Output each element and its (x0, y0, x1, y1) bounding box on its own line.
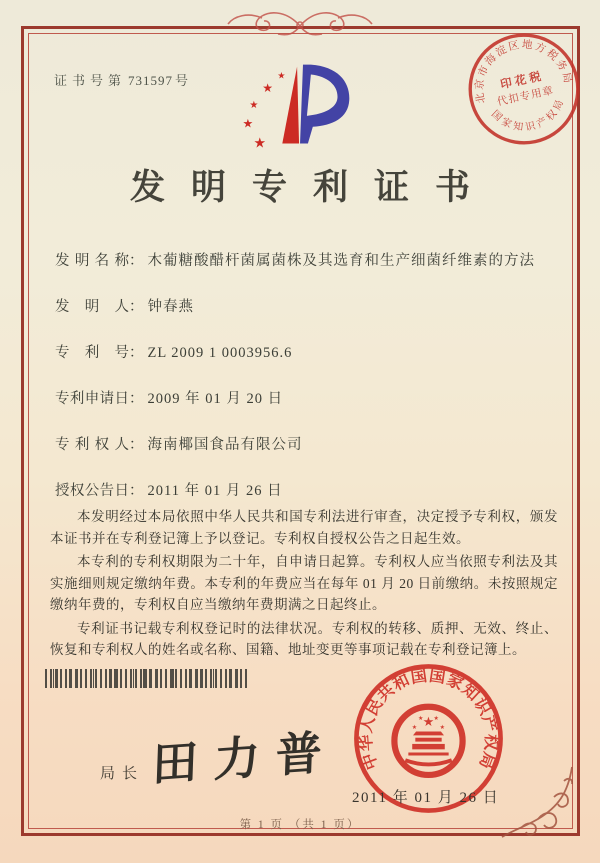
field-label: 专利权人 (55, 437, 129, 453)
star-icon: ★ (262, 81, 273, 96)
barcode (45, 669, 250, 688)
logo-blue-p (300, 65, 349, 144)
label-colon: ： (129, 437, 144, 453)
field-invention-name (55, 250, 560, 272)
certificate-number (54, 70, 193, 89)
emblem-star-icon: ★ (433, 714, 440, 722)
field-value: 木葡糖酸醋杆菌属菌株及其选育和生产细菌纤维素的方法 (147, 253, 535, 269)
certificate-title: 发明专利证书 (129, 168, 496, 207)
body-paragraph-3: 专利证书记载专利权登记时的法律状况。专利权的转移、质押、无效、终止、恢复和专利权人的姓名或名称、国籍、地址变更等事项记载在专利登记簿上。 (50, 620, 558, 657)
cnipa-logo (238, 58, 366, 158)
official-seal-arc-text: 中华人民共和国国家知识产权局 (356, 666, 501, 772)
emblem-star-icon: ★ (417, 714, 424, 722)
field-patentee (55, 434, 560, 456)
certificate-body (50, 506, 558, 663)
field-label: 授权公告日 (55, 483, 129, 499)
label-colon: ： (129, 483, 144, 499)
national-emblem-icon (394, 707, 462, 775)
field-label: 发明名称 (55, 253, 129, 269)
field-application-date (55, 388, 560, 410)
field-grant-date (55, 480, 560, 502)
field-label: 发明人 (55, 299, 129, 315)
issue-date: 2011 年 01 月 26 日 (352, 790, 500, 806)
label-colon: ： (129, 345, 144, 361)
director-label: 局长 (100, 766, 145, 782)
logo-stars (243, 70, 286, 150)
field-patent-number (55, 342, 560, 364)
certificate-fields (55, 250, 560, 526)
star-icon: ★ (277, 70, 286, 81)
label-colon: ： (129, 391, 144, 407)
tax-stamp-arc-bottom-text: 国家知识产权局 (488, 95, 568, 134)
certificate-number-suffix: 号 (175, 73, 194, 88)
field-value: 海南椰国食品有限公司 (147, 437, 303, 453)
label-colon: ： (129, 253, 144, 269)
tax-stamp-line2: 代扣专用章 (496, 85, 556, 109)
tax-stamp-arc-top-text: 北京市海淀区地方税务局 (474, 39, 574, 105)
emblem-star-icon: ★ (411, 724, 418, 732)
tax-stamp-seal (466, 31, 582, 147)
field-value: 2011 年 01 月 26 日 (147, 483, 283, 499)
field-value: ZL 2009 1 0003956.6 (147, 345, 293, 361)
field-inventor (55, 296, 560, 318)
tax-stamp-line1: 印花税 (499, 69, 546, 92)
star-icon: ★ (249, 100, 259, 111)
certificate-number-prefix: 证书号第 (54, 73, 127, 88)
field-label: 专利申请日 (55, 391, 129, 407)
page-footer: 第 1 页 （共 1 页） (239, 819, 361, 831)
top-border-ornament-icon (208, 6, 392, 42)
body-paragraph-2: 本专利的专利权期限为二十年，自申请日起算。专利权人应当依照专利法及其实施细则规定缴纳年费。本专利的年费应当在每年 01 月 20 日前缴纳。未按照规定缴纳年费的，专利权自应当缴纳年费期满之日起终止。 (50, 554, 558, 612)
field-value: 钟春燕 (147, 299, 194, 315)
emblem-star-icon: ★ (439, 724, 446, 732)
certificate-number-value: 731597 (128, 73, 174, 88)
label-colon: ： (129, 299, 144, 315)
emblem-star-icon: ★ (422, 714, 435, 730)
star-icon: ★ (253, 135, 266, 151)
field-label: 专利号 (55, 345, 129, 361)
star-icon: ★ (242, 116, 254, 131)
body-paragraph-1: 本发明经过本局依照中华人民共和国专利法进行审查，决定授予专利权，颁发本证书并在专利登记簿上予以登记。专利权自授权公告之日起生效。 (50, 509, 558, 546)
director-signature: 田力普 (151, 726, 339, 791)
corner-ornament-icon (498, 763, 576, 841)
field-value: 2009 年 01 月 20 日 (147, 391, 284, 407)
